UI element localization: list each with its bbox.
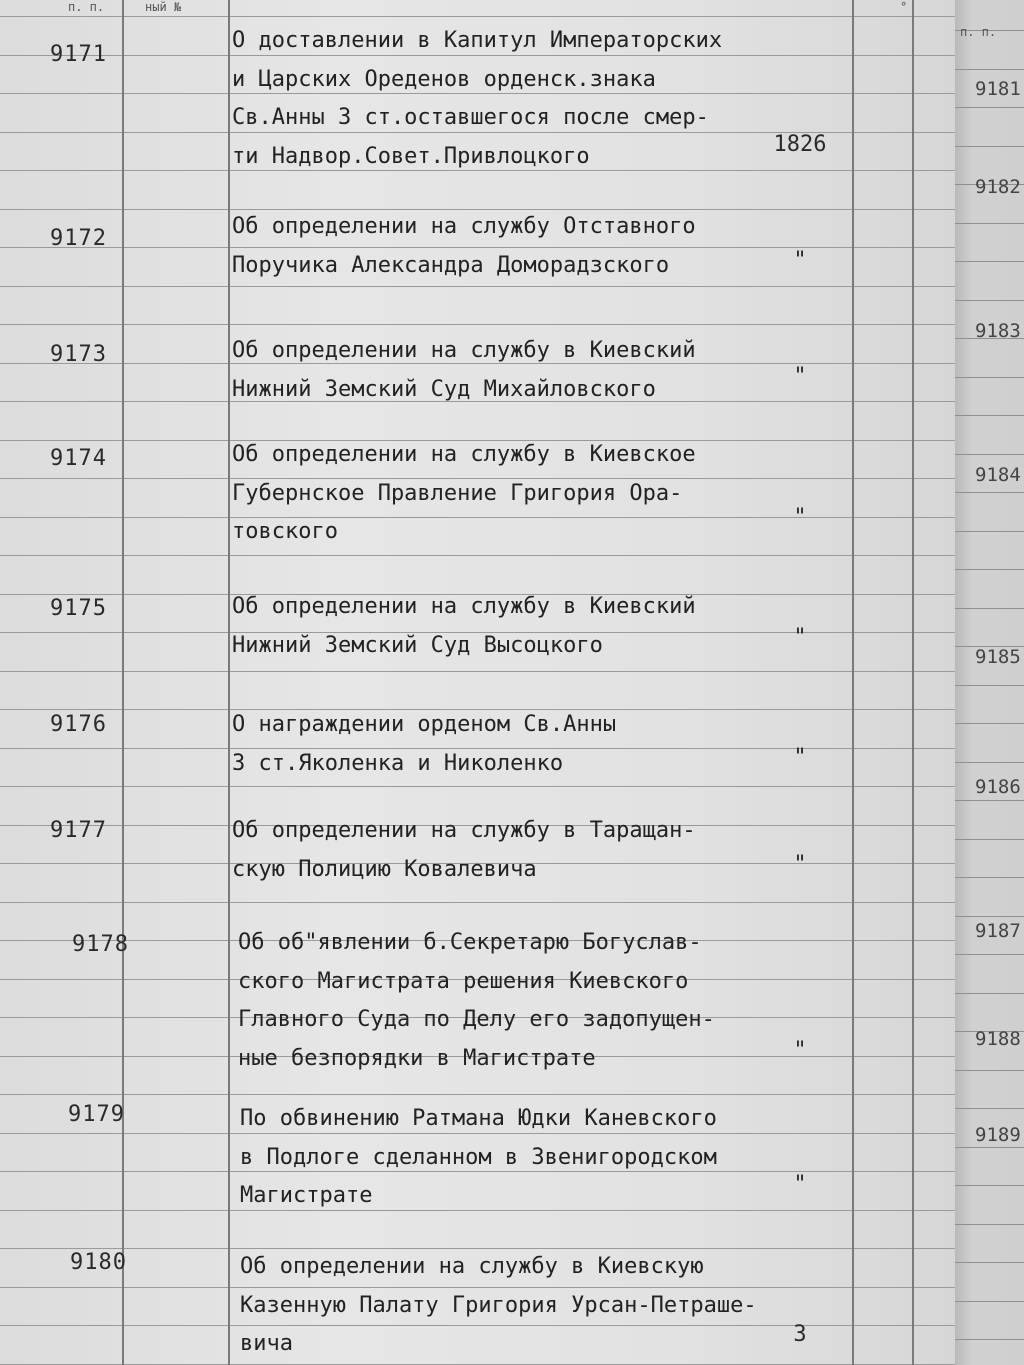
entry-title: Об определении на службу в Киевский Нижний Земский Суд Высоцкого: [232, 594, 696, 658]
ruled-line: [0, 555, 960, 556]
ruled-line: [0, 902, 960, 903]
ruled-line: [0, 786, 960, 787]
entry-year: ": [793, 625, 807, 650]
header-col-number: п. п.: [68, 0, 105, 14]
ruled-line: [955, 993, 1024, 994]
entry-number: 9177: [50, 818, 107, 843]
next-page-number: 9181: [975, 78, 1021, 100]
entry-year: 1826: [773, 132, 827, 157]
ruled-line: [0, 286, 960, 287]
ruled-line: [0, 671, 960, 672]
ruled-line: [955, 1147, 1024, 1148]
ruled-line: [0, 324, 960, 325]
column-divider: [122, 0, 124, 1365]
next-page-number: 9182: [975, 176, 1021, 198]
ruled-line: [955, 223, 1024, 224]
next-page-number: 9189: [975, 1124, 1021, 1146]
entry-year: ": [793, 364, 807, 389]
column-divider: [228, 0, 230, 1365]
ruled-line: [955, 916, 1024, 917]
ruled-line: [955, 69, 1024, 70]
ruled-line: [955, 608, 1024, 609]
ruled-line: [955, 454, 1024, 455]
column-divider: [852, 0, 854, 1365]
ruled-line: [955, 839, 1024, 840]
ruled-line: [955, 800, 1024, 801]
entry-number: 9171: [50, 42, 107, 67]
next-page-number: 9187: [975, 920, 1021, 942]
entry-title: Об определении на службу Отставного Поручика Александра Доморадзского: [232, 214, 696, 278]
ruled-line: [955, 107, 1024, 108]
entry-year: ": [793, 505, 807, 530]
entry-number: 9172: [50, 226, 107, 251]
entry-year: ": [793, 248, 807, 273]
entry-year: ": [793, 1038, 807, 1063]
entry-year: ": [793, 852, 807, 877]
ruled-line: [955, 1262, 1024, 1263]
entry-number: 9173: [50, 342, 107, 367]
next-page-number: 9186: [975, 776, 1021, 798]
header-col-reg-number: ный №: [145, 0, 182, 14]
ruled-line: [955, 377, 1024, 378]
entry-number: 9176: [50, 712, 107, 737]
entry-title: О доставлении в Капитул Императорских и Царских Ореденов орденск.знака Св.Анны 3 ст.оставшегося после смер- ти Надвор.Совет.Привлоцкого: [232, 28, 723, 169]
ruled-line: [955, 954, 1024, 955]
entry-number: 9175: [50, 596, 107, 621]
ruled-line: [955, 877, 1024, 878]
entry-title: Об определении на службу в Киевскую Казенную Палату Григория Урсан-Петраше- вича: [240, 1254, 757, 1356]
next-page-header: п. п.: [960, 25, 997, 39]
ruled-line: [955, 1185, 1024, 1186]
ruled-line: [955, 492, 1024, 493]
entry-number: 9174: [50, 446, 107, 471]
ruled-line: [955, 1224, 1024, 1225]
entry-year: ": [793, 745, 807, 770]
ruled-line: [955, 685, 1024, 686]
next-page-number: 9185: [975, 646, 1021, 668]
next-page-number: 9184: [975, 464, 1021, 486]
entry-number: 9179: [68, 1102, 125, 1127]
ruled-line: [955, 1301, 1024, 1302]
entry-title: Об определении на службу в Таращан- скую Полицию Ковалевича: [232, 818, 696, 882]
ruled-line: [955, 1108, 1024, 1109]
ruled-line: [955, 300, 1024, 301]
header-col-last: °: [900, 0, 908, 14]
next-page-number: 9188: [975, 1028, 1021, 1050]
next-page-edge: [955, 0, 1024, 1365]
entry-title: Об определении на службу в Киевский Нижний Земский Суд Михайловского: [232, 338, 696, 402]
ruled-line: [0, 16, 960, 17]
entry-title: О награждении орденом Св.Анны 3 ст.Яколенка и Николенко: [232, 712, 617, 776]
entry-number: 9180: [70, 1250, 127, 1275]
ruled-line: [955, 261, 1024, 262]
ruled-line: [955, 723, 1024, 724]
entry-title: Об определении на службу в Киевское Губернское Правление Григория Ора- товского: [232, 442, 696, 544]
entry-title: Об об"явлении б.Секретарю Богуслав- ского Магистрата решения Киевского Главного Суда по Делу его задопущен- ные безпорядки в Магистрате: [238, 930, 715, 1071]
ruled-line: [955, 415, 1024, 416]
entry-title: По обвинению Ратмана Юдки Каневского в Подлоге сделанном в Звенигородском Магистрате: [240, 1106, 717, 1208]
entry-number: 9178: [72, 932, 129, 957]
ruled-line: [955, 531, 1024, 532]
ruled-line: [955, 1070, 1024, 1071]
entry-year: 3: [793, 1322, 807, 1347]
column-divider: [912, 0, 914, 1365]
ruled-line: [955, 1339, 1024, 1340]
ruled-line: [955, 569, 1024, 570]
ruled-line: [0, 1094, 960, 1095]
ruled-line: [955, 146, 1024, 147]
next-page-number: 9183: [975, 320, 1021, 342]
entry-year: ": [793, 1172, 807, 1197]
ruled-line: [955, 762, 1024, 763]
